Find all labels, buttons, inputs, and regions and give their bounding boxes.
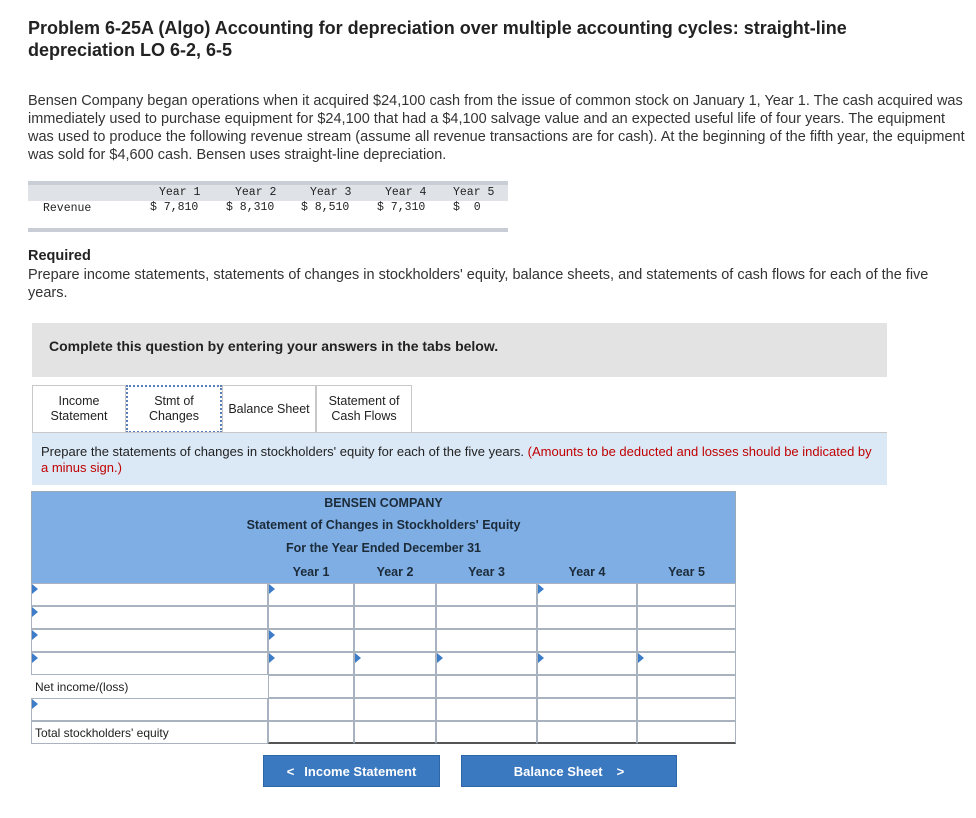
amount-input[interactable] <box>436 606 537 629</box>
total-equity-input[interactable] <box>637 721 736 744</box>
revenue-value: $ 8,310 <box>226 201 275 214</box>
row-label-input[interactable] <box>31 606 268 629</box>
tab-income-statement[interactable] <box>32 385 126 433</box>
amount-input[interactable] <box>354 652 436 675</box>
amount-input[interactable] <box>637 583 736 606</box>
required-heading: Required <box>28 248 91 264</box>
column-header-year-4: Year 4 <box>568 565 606 579</box>
total-equity-input[interactable] <box>537 721 637 744</box>
amount-input[interactable] <box>436 583 537 606</box>
amount-input[interactable] <box>268 698 354 721</box>
row-label-input[interactable] <box>31 629 268 652</box>
amount-input[interactable] <box>436 629 537 652</box>
column-header-year-2: Year 2 <box>376 565 414 579</box>
problem-title: Problem 6-25A (Algo) Accounting for depreciation over multiple accounting cycles: straight-line depreciation LO 6-2, 6-5 <box>28 18 847 60</box>
tab-label-line2: Cash Flows <box>331 409 397 423</box>
row-label-input[interactable] <box>31 698 268 721</box>
amount-input[interactable] <box>637 698 736 721</box>
tab-balance-sheet[interactable] <box>222 385 316 433</box>
revenue-year-header: Year 1 <box>159 186 201 199</box>
amount-input[interactable] <box>637 652 736 675</box>
amount-input[interactable] <box>268 629 354 652</box>
revenue-row-label: Revenue <box>43 202 92 215</box>
revenue-value: $ 8,510 <box>301 201 350 214</box>
next-balance-sheet-button[interactable] <box>461 755 677 787</box>
total-equity-input[interactable] <box>436 721 537 744</box>
required-text: Prepare income statements, statements of changes in stockholders' equity, balance sheets, and statements of cash flows for each of the five years. <box>28 267 929 301</box>
prompt-box <box>32 433 887 485</box>
tab-label-line1: Income <box>58 394 100 408</box>
prev-button-label: Income Statement <box>304 764 417 779</box>
revenue-year-header: Year 2 <box>235 186 277 199</box>
revenue-table <box>28 181 508 232</box>
amount-input[interactable] <box>436 652 537 675</box>
amount-input[interactable] <box>268 652 354 675</box>
amount-input[interactable] <box>637 629 736 652</box>
amount-input[interactable] <box>637 606 736 629</box>
next-button-label: Balance Sheet <box>513 764 603 779</box>
amount-input[interactable] <box>537 698 637 721</box>
column-header-year-5: Year 5 <box>668 565 705 579</box>
chevron-right-icon: > <box>616 764 625 779</box>
net-income-input[interactable] <box>268 675 354 698</box>
net-income-input[interactable] <box>436 675 537 698</box>
instructions-text: Complete this question by entering your answers in the tabs below. <box>49 338 499 354</box>
tab-label-line1: Statement of <box>328 394 400 408</box>
row-label-input[interactable] <box>31 652 268 675</box>
chevron-left-icon: < <box>286 764 295 779</box>
statement-name: Statement of Changes in Stockholders' Equity <box>31 514 736 537</box>
net-income-label: Net income/(loss) <box>35 680 129 694</box>
prev-income-statement-button[interactable] <box>263 755 440 787</box>
tab-label-line1: Balance Sheet <box>228 401 310 416</box>
tab-statement-of-cash-flows[interactable] <box>316 385 412 433</box>
problem-intro: Bensen Company began operations when it acquired $24,100 cash from the issue of common stock on January 1, Year 1. The cash acquired was immediately used to purchase equipment for $24,100 that had a $4,100 salvage value and an expected useful life of four years. The equipment was used to produce the following revenue stream (assume all revenue transactions are for cash). At the beginning of the fifth year, the equipment was sold for $4,600 cash. Bensen uses straight-line depreciation. <box>28 93 965 163</box>
statement-company: BENSEN COMPANY <box>31 491 736 514</box>
column-header-year-3: Year 3 <box>468 565 505 579</box>
statement-period: For the Year Ended December 31 <box>31 537 736 560</box>
revenue-year-header: Year 3 <box>310 186 352 199</box>
amount-input[interactable] <box>537 629 637 652</box>
net-income-input[interactable] <box>354 675 436 698</box>
revenue-value: $ 0 <box>453 201 481 214</box>
prompt-text: Prepare the statements of changes in stockholders' equity for each of the five years. <box>41 444 528 459</box>
net-income-label-cell <box>31 675 268 698</box>
total-equity-label: Total stockholders' equity <box>35 726 169 740</box>
tab-label-line1: Stmt of <box>154 394 194 408</box>
amount-input[interactable] <box>537 583 637 606</box>
amount-input[interactable] <box>268 583 354 606</box>
tab-label-line2: Changes <box>148 409 200 423</box>
tab-label-line2: Statement <box>50 409 108 423</box>
amount-input[interactable] <box>537 652 637 675</box>
revenue-value: $ 7,810 <box>150 201 199 214</box>
row-label-input[interactable] <box>31 583 268 606</box>
tab-stmt-of-changes[interactable] <box>126 385 222 433</box>
net-income-input[interactable] <box>637 675 736 698</box>
revenue-year-header: Year 5 <box>453 186 495 199</box>
amount-input[interactable] <box>268 606 354 629</box>
amount-input[interactable] <box>354 698 436 721</box>
revenue-value: $ 7,310 <box>377 201 426 214</box>
total-equity-label-cell <box>31 721 268 744</box>
amount-input[interactable] <box>436 698 537 721</box>
total-equity-input[interactable] <box>268 721 354 744</box>
revenue-year-header: Year 4 <box>385 186 427 199</box>
amount-input[interactable] <box>354 583 436 606</box>
amount-input[interactable] <box>354 629 436 652</box>
prompt-note: (Amounts to be deducted and losses should be indicated by a minus sign.) <box>41 444 872 475</box>
total-equity-input[interactable] <box>354 721 436 744</box>
net-income-input[interactable] <box>537 675 637 698</box>
instructions-box <box>32 323 887 377</box>
amount-input[interactable] <box>537 606 637 629</box>
amount-input[interactable] <box>354 606 436 629</box>
column-header-year-1: Year 1 <box>292 565 330 579</box>
